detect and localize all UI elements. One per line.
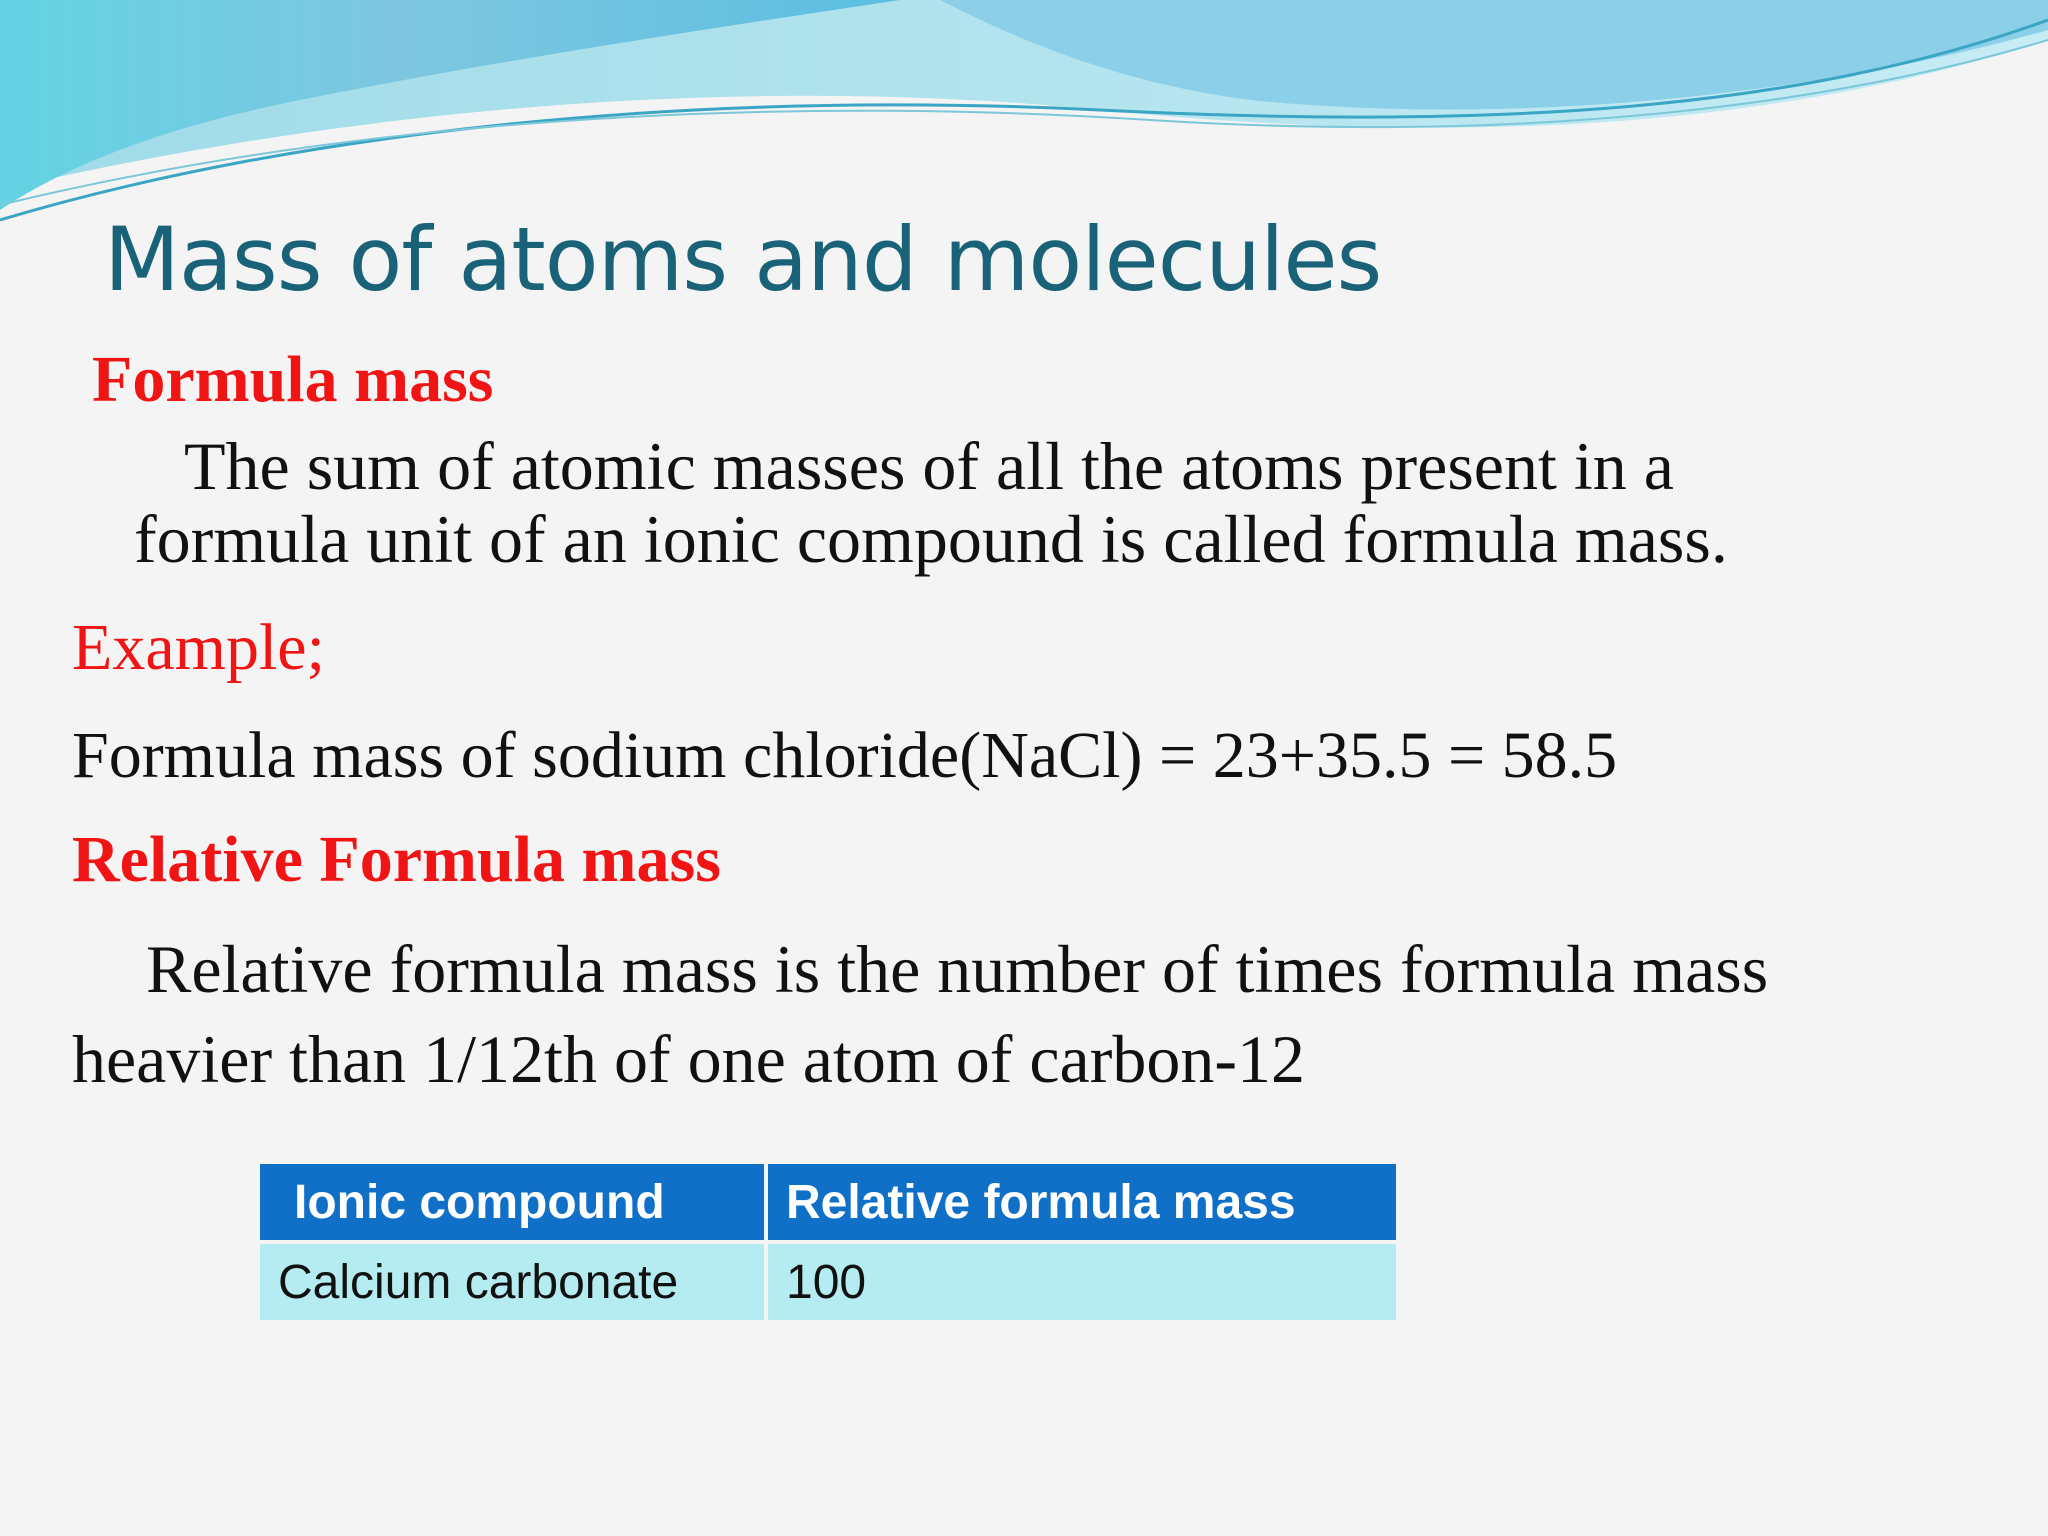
formula-mass-definition-line2: formula unit of an ionic compound is called formula mass. <box>134 501 1728 577</box>
table-header-relative-formula-mass: Relative formula mass <box>768 1164 1396 1240</box>
formula-mass-table <box>256 1160 1400 1324</box>
relative-formula-mass-definition-line1: Relative formula mass is the number of times formula mass <box>146 931 1769 1007</box>
formula-mass-definition-line1: The sum of atomic masses of all the atoms present in a <box>184 428 1674 504</box>
relative-formula-mass-heading: Relative Formula mass <box>72 823 721 896</box>
slide-title: Mass of atoms and molecules <box>104 208 1382 311</box>
table-header-row <box>260 1164 1396 1240</box>
table-cell-mass: 100 <box>768 1244 1396 1320</box>
decorative-wave-header <box>0 0 2048 240</box>
relative-formula-mass-definition-line2: heavier than 1/12th of one atom of carbon-12 <box>72 1021 1306 1097</box>
example-text: Formula mass of sodium chloride(NaCl) = 23+35.5 = 58.5 <box>72 719 1618 792</box>
table-cell-compound: Calcium carbonate <box>260 1244 764 1320</box>
table-row <box>260 1244 1396 1320</box>
table-header-ionic-compound: Ionic compound <box>260 1164 764 1240</box>
example-label: Example; <box>72 611 325 684</box>
formula-mass-heading: Formula mass <box>92 343 494 416</box>
